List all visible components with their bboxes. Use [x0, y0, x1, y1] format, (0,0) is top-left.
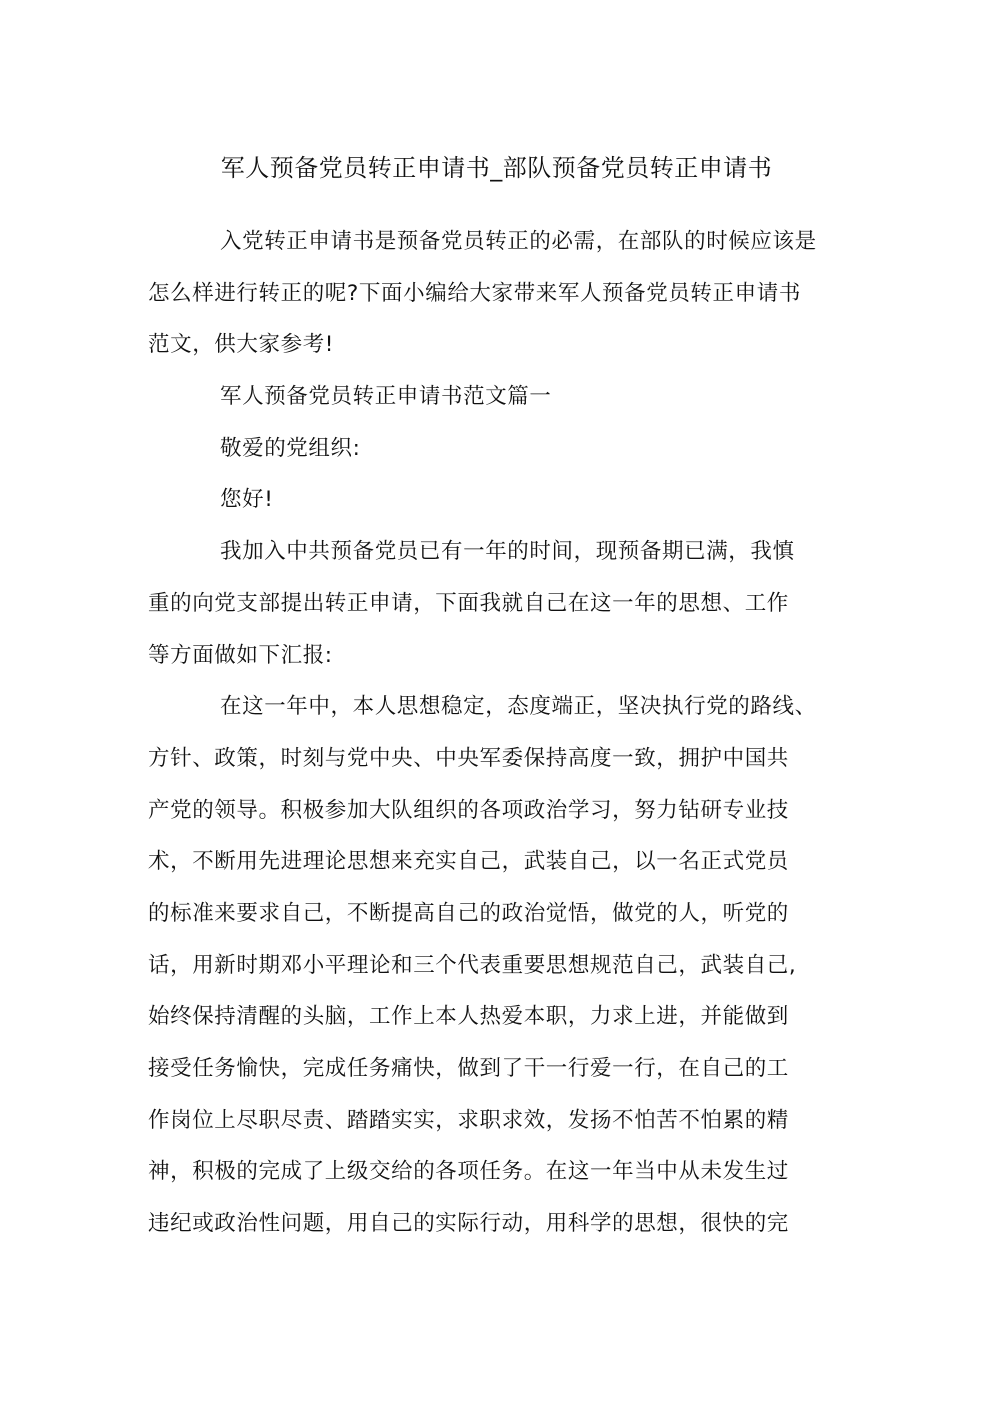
paragraph-1-line-2: 重的向党支部提出转正申请，下面我就自己在这一年的思想、工作	[148, 590, 789, 616]
paragraph-1-line-3: 等方面做如下汇报:	[148, 642, 333, 668]
intro-line-1: 入党转正申请书是预备党员转正的必需，在部队的时候应该是	[220, 229, 817, 254]
paragraph-2-line-7: 始终保持清醒的头脑，工作上本人热爱本职，力求上进，并能做到	[148, 1004, 789, 1030]
paragraph-2-line-11: 违纪或政治性问题，用自己的实际行动，用科学的思想，很快的完	[148, 1211, 789, 1237]
paragraph-2-line-3: 产党的领导。积极参加大队组织的各项政治学习，努力钻研专业技	[148, 797, 789, 823]
document-title: 军人预备党员转正申请书_部队预备党员转正申请书	[220, 154, 773, 182]
paragraph-2-line-1: 在这一年中，本人思想稳定，态度端正，坚决执行党的路线、	[220, 694, 817, 720]
section-heading: 军人预备党员转正申请书范文篇一	[220, 384, 552, 410]
paragraph-2-line-6: 话，用新时期邓小平理论和三个代表重要思想规范自己，武装自己,	[148, 952, 797, 978]
paragraph-2-line-8: 接受任务愉快，完成任务痛快，做到了干一行爱一行，在自己的工	[148, 1056, 789, 1081]
paragraph-2-line-9: 作岗位上尽职尽责、踏踏实实，求职求效，发扬不怕苦不怕累的精	[148, 1107, 789, 1133]
paragraph-2-line-10: 神，积极的完成了上级交给的各项任务。在这一年当中从未发生过	[148, 1159, 789, 1185]
paragraph-2-line-5: 的标准来要求自己，不断提高自己的政治觉悟，做党的人，听党的	[148, 900, 789, 926]
greeting: 您好!	[220, 487, 274, 513]
intro-line-2: 怎么样进行转正的呢?下面小编给大家带来军人预备党员转正申请书	[148, 280, 801, 306]
paragraph-2-line-2: 方针、政策，时刻与党中央、中央军委保持高度一致，拥护中国共	[148, 745, 789, 771]
salutation: 敬爱的党组织:	[220, 435, 361, 461]
document-body	[148, 224, 848, 1258]
paragraph-1-line-1: 我加入中共预备党员已有一年的时间，现预备期已满，我慎	[220, 539, 795, 565]
paragraph-2-line-4: 术，不断用先进理论思想来充实自己，武装自己，以一名正式党员	[148, 849, 789, 875]
intro-line-3: 范文，供大家参考!	[148, 332, 335, 358]
